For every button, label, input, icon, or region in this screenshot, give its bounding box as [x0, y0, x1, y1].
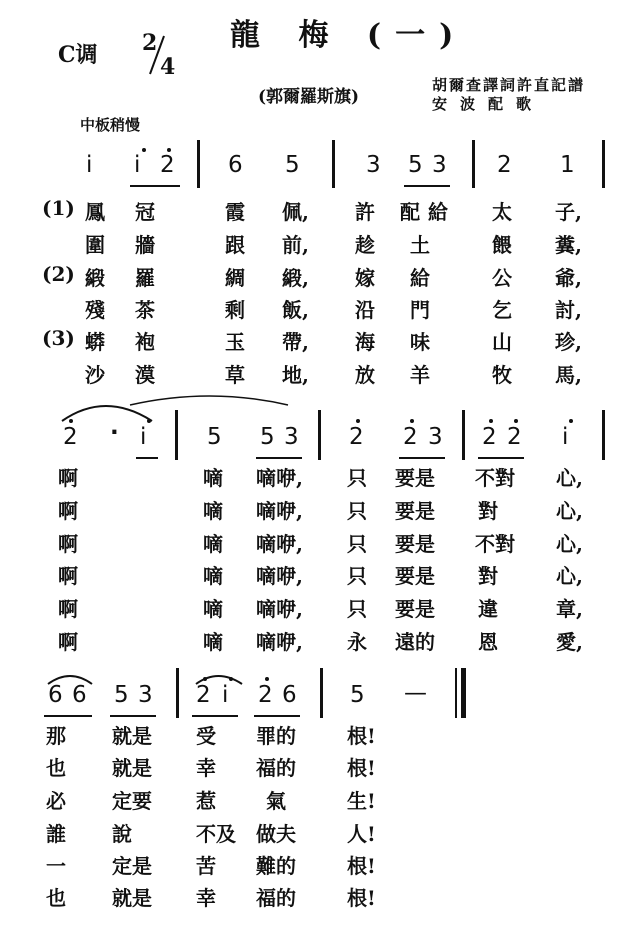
lyric: 嘀咿,: [256, 499, 303, 523]
verse-label: (2): [42, 262, 75, 286]
lyric: 飯,: [282, 298, 309, 322]
credit-line-1: 胡爾查譯詞許直記譜: [432, 76, 586, 94]
octave-dot: [142, 148, 146, 152]
lyric: 珍,: [555, 330, 582, 354]
octave-dot: [203, 677, 207, 681]
lyric: 太: [492, 200, 512, 224]
lyric: 給: [428, 200, 448, 224]
lyric: 啊: [58, 466, 78, 490]
lyric: 嘀: [203, 597, 223, 621]
lyric: 蟒: [85, 330, 105, 354]
note: i: [222, 682, 229, 708]
lyric: 要是: [395, 597, 435, 621]
lyric: 要是: [395, 532, 435, 556]
note: 6: [48, 682, 63, 708]
bar-line: [197, 140, 200, 188]
octave-dot: [229, 677, 233, 681]
lyric: 啊: [58, 564, 78, 588]
bar-line: [472, 140, 475, 188]
origin-note: (郭爾羅斯旗): [258, 87, 360, 107]
lyric: 嘀咿,: [256, 466, 303, 490]
lyric: 幸: [196, 886, 216, 910]
note: 5: [350, 682, 365, 708]
lyric: 土: [410, 233, 430, 257]
note: 2: [63, 424, 78, 450]
lyric: 愛,: [556, 630, 583, 654]
lyric: 惹: [196, 789, 216, 813]
beam: [404, 185, 450, 187]
lyric: 受: [196, 724, 216, 748]
note: 3: [284, 424, 299, 450]
lyric: 地,: [282, 363, 309, 387]
time-signature: [142, 30, 182, 80]
note: i: [140, 424, 147, 450]
lyric: 海: [355, 330, 375, 354]
lyric: 羅: [135, 266, 155, 290]
lyric: 啊: [58, 597, 78, 621]
lyric: 生!: [347, 789, 376, 813]
lyric: 誰: [46, 822, 66, 846]
lyric: 子,: [555, 200, 582, 224]
bar-line: [320, 668, 323, 718]
lyric: 嘀咿,: [256, 532, 303, 556]
lyric: 羊: [410, 363, 430, 387]
bar-line: [462, 410, 465, 460]
lyric: 冠: [135, 200, 155, 224]
credit-line-2: 安波配歌: [432, 95, 545, 113]
note: 2: [482, 424, 497, 450]
note: i: [86, 152, 93, 178]
note: 6: [72, 682, 87, 708]
lyric: 霞: [225, 200, 245, 224]
lyric: 對: [478, 564, 498, 588]
lyric: 跟: [225, 233, 245, 257]
lyric: 啊: [58, 630, 78, 654]
lyric: 心,: [556, 466, 583, 490]
beam: [478, 457, 524, 459]
octave-dot: [489, 419, 493, 423]
lyric: 根!: [347, 886, 376, 910]
lyric: 嘀: [203, 499, 223, 523]
note: 5: [408, 152, 423, 178]
lyric: 山: [492, 330, 512, 354]
lyric: 嘀咿,: [256, 564, 303, 588]
slur: [60, 395, 300, 425]
lyric: 福的: [256, 756, 296, 780]
lyric: 定要: [112, 789, 152, 813]
lyric: 只: [347, 564, 367, 588]
verse-label: (3): [42, 326, 75, 350]
note: 3: [428, 424, 443, 450]
lyric: 袍: [135, 330, 155, 354]
lyric: 定是: [112, 854, 152, 878]
lyric: 只: [347, 597, 367, 621]
dot-mark: ·: [110, 420, 119, 446]
octave-dot: [514, 419, 518, 423]
lyric: 章,: [556, 597, 583, 621]
lyric: 嫁: [355, 266, 375, 290]
lyric: 趁: [355, 233, 375, 257]
lyric: 不及: [196, 822, 236, 846]
beam: [110, 715, 156, 717]
lyric: 對: [478, 499, 498, 523]
beam: [192, 715, 238, 717]
lyric: 就是: [112, 886, 152, 910]
bar-line: [332, 140, 335, 188]
note: 5: [114, 682, 129, 708]
note: 2: [349, 424, 364, 450]
lyric: 牧: [492, 363, 512, 387]
lyric: 心,: [556, 564, 583, 588]
lyric: 不對: [475, 466, 515, 490]
lyric: 草: [225, 363, 245, 387]
bar-line: [176, 668, 179, 718]
lyric: 配: [400, 200, 420, 224]
octave-dot: [569, 419, 573, 423]
lyric: 緞,: [282, 266, 309, 290]
time-sig-bottom: 4: [160, 54, 176, 80]
lyric: 人!: [347, 822, 376, 846]
lyric: 幸: [196, 756, 216, 780]
note: 2: [403, 424, 418, 450]
beam: [130, 185, 180, 187]
lyric: 嘀: [203, 532, 223, 556]
lyric: 綢: [225, 266, 245, 290]
lyric: 公: [492, 266, 512, 290]
note: 2: [258, 682, 273, 708]
lyric: 苦: [196, 854, 216, 878]
note: 3: [366, 152, 381, 178]
final-bar-thick: [461, 668, 466, 718]
lyric: 根!: [347, 724, 376, 748]
lyric: 必: [46, 789, 66, 813]
key-signature: C调: [58, 42, 98, 68]
lyric: 就是: [112, 756, 152, 780]
lyric: 做夫: [256, 822, 296, 846]
lyric: 嘀咿,: [256, 597, 303, 621]
lyric: 啊: [58, 499, 78, 523]
lyric: 鳳: [85, 200, 105, 224]
lyric: 只: [347, 499, 367, 523]
note: 1: [560, 152, 575, 178]
bar-line: [175, 410, 178, 460]
lyric: 討,: [555, 298, 582, 322]
lyric: 永: [347, 630, 367, 654]
lyric: 給: [410, 266, 430, 290]
lyric: 一: [46, 854, 66, 878]
lyric: 難的: [256, 854, 296, 878]
lyric: 沿: [355, 298, 375, 322]
beam: [44, 715, 92, 717]
note: i: [562, 424, 569, 450]
lyric: 餵: [492, 233, 512, 257]
lyric: 恩: [478, 630, 498, 654]
note: 6: [228, 152, 243, 178]
beam: [254, 715, 300, 717]
lyric: 漠: [135, 363, 155, 387]
lyric: 心,: [556, 499, 583, 523]
bar-line: [318, 410, 321, 460]
lyric: 帶,: [282, 330, 309, 354]
lyric: 緞: [85, 266, 105, 290]
beam: [136, 457, 158, 459]
beam: [256, 457, 302, 459]
note: i: [134, 152, 141, 178]
lyric: 剩: [225, 298, 245, 322]
lyric: 門: [410, 298, 430, 322]
lyric: 味: [410, 330, 430, 354]
lyric: 放: [355, 363, 375, 387]
lyric: 乞: [492, 298, 512, 322]
lyric: 只: [347, 466, 367, 490]
time-sig-top: 2: [142, 30, 158, 56]
lyric: 要是: [395, 564, 435, 588]
note: 2: [196, 682, 211, 708]
verse-label: (1): [42, 196, 75, 220]
final-bar-thin: [455, 668, 457, 718]
lyric: 殘: [85, 298, 105, 322]
note: 2: [507, 424, 522, 450]
lyric: 根!: [347, 756, 376, 780]
lyric: 也: [46, 886, 66, 910]
lyric: 圍: [85, 233, 105, 257]
lyric: 牆: [135, 233, 155, 257]
note: 5: [260, 424, 275, 450]
lyric: 茶: [135, 298, 155, 322]
lyric: 只: [347, 532, 367, 556]
octave-dot: [147, 419, 151, 423]
lyric: 沙: [85, 363, 105, 387]
lyric: 遠的: [395, 630, 435, 654]
bar-line: [602, 410, 605, 460]
note: 3: [432, 152, 447, 178]
bar-line: [602, 140, 605, 188]
beam: [399, 457, 445, 459]
lyric: 根!: [347, 854, 376, 878]
lyric: 嘀: [203, 630, 223, 654]
lyric: 嘀: [203, 466, 223, 490]
lyric: 也: [46, 756, 66, 780]
lyric: 啊: [58, 532, 78, 556]
lyric: 就是: [112, 724, 152, 748]
tempo-marking: 中板稍慢: [80, 116, 141, 134]
lyric: 福的: [256, 886, 296, 910]
lyric: 嘀咿,: [256, 630, 303, 654]
octave-dot: [167, 148, 171, 152]
lyric: 爺,: [555, 266, 582, 290]
note: 3: [138, 682, 153, 708]
note: 6: [282, 682, 297, 708]
lyric: 說: [112, 822, 132, 846]
note: 2: [160, 152, 175, 178]
lyric: 氣: [266, 789, 286, 813]
octave-dot: [410, 419, 414, 423]
lyric: 那: [46, 724, 66, 748]
octave-dot: [265, 677, 269, 681]
octave-dot: [69, 419, 73, 423]
song-title: 龍 梅 (一): [230, 18, 468, 53]
lyric: 嘀: [203, 564, 223, 588]
lyric: 馬,: [555, 363, 582, 387]
note: 2: [497, 152, 512, 178]
lyric: 前,: [282, 233, 309, 257]
lyric: 佩,: [282, 200, 309, 224]
lyric: 糞,: [555, 233, 582, 257]
lyric: 違: [478, 597, 498, 621]
lyric: 玉: [225, 330, 245, 354]
note: 5: [207, 424, 222, 450]
lyric: 不對: [475, 532, 515, 556]
lyric: 要是: [395, 466, 435, 490]
lyric: 許: [355, 200, 375, 224]
lyric: 心,: [556, 532, 583, 556]
note: 5: [285, 152, 300, 178]
octave-dot: [356, 419, 360, 423]
dash-mark: —: [404, 680, 427, 706]
lyric: 罪的: [256, 724, 296, 748]
lyric: 要是: [395, 499, 435, 523]
